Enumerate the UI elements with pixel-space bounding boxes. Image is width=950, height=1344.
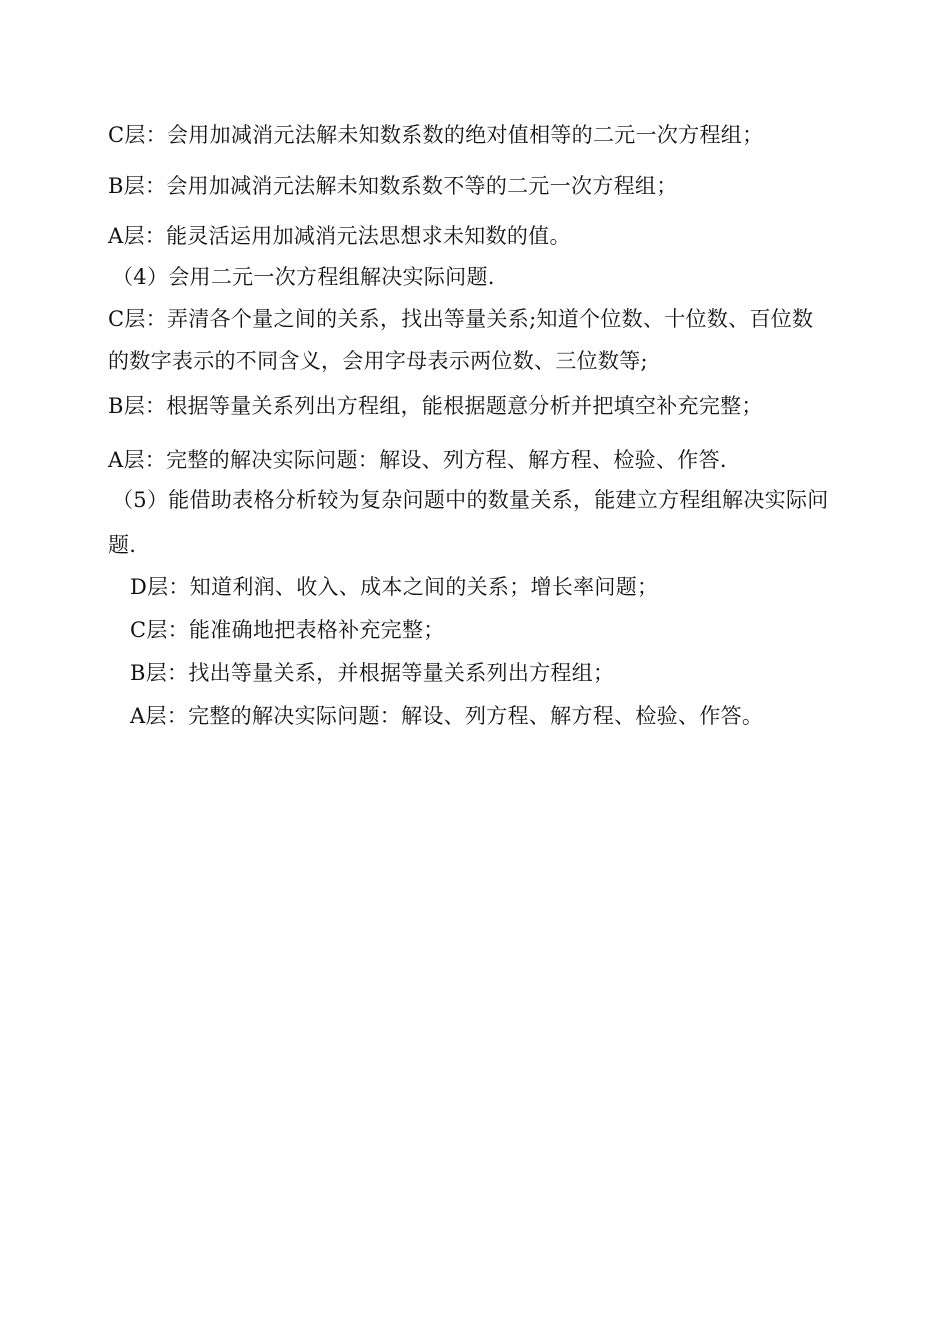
text-line-a-level-solve: A层：完整的解决实际问题：解设、列方程、解方程、检验、作答.: [108, 448, 727, 472]
text-line-c-level-quantities-cont: 的数字表示的不同含义，会用字母表示两位数、三位数等;: [108, 349, 648, 373]
text-line-c-level-elimination: C层：会用加减消元法解未知数系数的绝对值相等的二元一次方程组；: [108, 123, 764, 147]
text-line-b-level-elimination: B层：会用加减消元法解未知数系数不等的二元一次方程组；: [108, 174, 678, 198]
text-line-d-level-profit: D层：知道利润、收入、成本之间的关系；增长率问题；: [130, 575, 659, 599]
text-line-item-5-cont: 题.: [108, 533, 137, 557]
text-line-b-level-relations: B层：找出等量关系，并根据等量关系列出方程组；: [130, 661, 615, 685]
text-line-c-level-quantities: C层：弄清各个量之间的关系，找出等量关系;知道个位数、十位数、百位数: [108, 307, 814, 331]
text-line-b-level-equations: B层：根据等量关系列出方程组，能根据题意分析并把填空补充完整；: [108, 394, 763, 418]
text-line-a-level-elimination: A层：能灵活运用加减消元法思想求未知数的值。: [108, 224, 571, 248]
text-line-a-level-complete: A层：完整的解决实际问题：解设、列方程、解方程、检验、作答。: [130, 704, 764, 728]
text-line-item-4: （4）会用二元一次方程组解决实际问题.: [112, 265, 495, 289]
text-line-item-5: （5）能借助表格分析较为复杂问题中的数量关系，能建立方程组解决实际问: [112, 488, 829, 512]
text-line-c-level-table: C层：能准确地把表格补充完整；: [130, 618, 445, 642]
